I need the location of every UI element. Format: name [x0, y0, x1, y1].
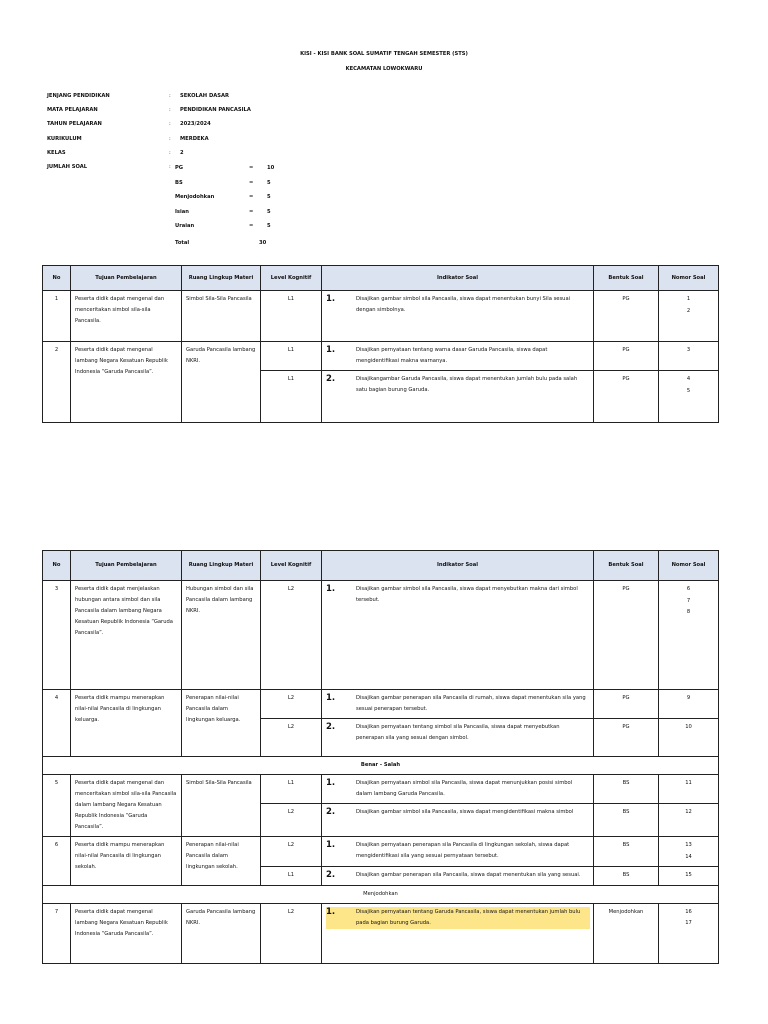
meta-sep: :	[169, 149, 171, 156]
document-subtitle: KECAMATAN LOWOKWARU	[345, 66, 423, 72]
cell-level: L2	[261, 903, 322, 963]
cell-no: 7	[43, 903, 71, 963]
cell-bentuk: PG	[594, 371, 659, 423]
cell-nomor	[659, 581, 719, 690]
cell-level: L2	[261, 837, 322, 867]
meta-key: MATA PELAJARAN	[47, 107, 98, 114]
cell-bentuk: PG	[594, 291, 659, 342]
cell-materi: Penerapan nilai-nilai Pancasila dalam lingkungan sekolah.	[182, 837, 261, 886]
count-eq: =	[249, 179, 254, 186]
meta-value: SEKOLAH DASAR	[180, 93, 230, 99]
cell-indikator	[322, 804, 594, 837]
meta-row	[47, 107, 447, 121]
cell-no: 6	[43, 837, 71, 886]
meta-sep: :	[169, 93, 171, 99]
indicator-number: 1.	[326, 584, 336, 594]
cell-tujuan: Peserta didik dapat mengenal lambang Negara Kesatuan Republik Indonesia “Garuda Pancasila”.	[71, 903, 182, 963]
question-number: 9	[686, 695, 691, 701]
count-eq: =	[249, 223, 254, 230]
meta-key: JENJANG PENDIDIKAN	[47, 93, 110, 99]
cell-nomor	[659, 690, 719, 719]
count-label: PG	[175, 165, 184, 171]
question-number: 2	[686, 307, 691, 314]
question-number: 14	[685, 853, 692, 860]
cell-nomor	[659, 342, 719, 371]
cell-no: 5	[43, 775, 71, 837]
meta-row	[47, 136, 447, 150]
cell-nomor	[659, 804, 719, 837]
indicator-text: Disajikan pernyataan tentang warna dasar Garuda Pancasila, siswa dapat mengidentifikasi makna warnanya.	[356, 347, 548, 364]
count-label: Total	[175, 239, 190, 246]
count-row	[47, 223, 447, 238]
meta-sep: :	[169, 163, 171, 170]
cell-materi: Penerapan nilai-nilai Pancasila dalam lingkungan keluarga.	[182, 690, 261, 757]
cell-tujuan: Peserta didik mampu menerapkan nilai-nilai Pancasila di lingkungan keluarga.	[71, 690, 182, 757]
cell-tujuan: Peserta didik dapat mengenal dan menceritakan simbol sila-sila Pancasila dalam lambang Negara Kesatuan Republik Indonesia “Garuda Pancasila”.	[71, 775, 182, 837]
indicator-text-highlighted: Disajikan pernyataan tentang Garuda Pancasila, siswa dapat menentukan jumlah bulu pada bagian burung Garuda.	[356, 908, 581, 926]
cell-tujuan: Peserta didik dapat mengenal dan menceritakan simbol sila-sila Pancasila.	[71, 291, 182, 342]
meta-value: 2	[180, 149, 184, 156]
indicator-text: Disajikan gambar simbol sila Pancasila, siswa dapat menentukan bunyi Sila sesuai dengan simbolnya.	[356, 296, 571, 313]
cell-bentuk: PG	[594, 581, 659, 690]
col-header-nomor: Nomor Soal	[659, 266, 719, 291]
cell-no: 3	[43, 581, 71, 690]
indicator-number: 2.	[326, 807, 336, 817]
indicator-text: Disajikan gambar simbol sila Pancasila, siswa dapat mengidentifikasi makna simbol	[356, 809, 574, 815]
meta-key: KELAS	[47, 149, 66, 156]
cell-materi: Garuda Pancasila lambang NKRI.	[182, 342, 261, 423]
col-header-level: Level Kognitif	[261, 551, 322, 581]
count-value: 5	[267, 208, 271, 215]
count-label: BS	[175, 179, 183, 186]
meta-key: TAHUN PELAJARAN	[47, 121, 102, 128]
meta-value: 2023/2024	[180, 121, 211, 128]
col-header-tujuan: Tujuan Pembelajaran	[71, 551, 182, 581]
cell-bentuk: BS	[594, 867, 659, 886]
cell-level: L1	[261, 867, 322, 886]
cell-nomor	[659, 867, 719, 886]
cell-level: L2	[261, 804, 322, 837]
table-row	[43, 342, 719, 371]
count-label: Uraian	[175, 223, 195, 230]
table-row	[43, 581, 719, 690]
cell-bentuk: BS	[594, 837, 659, 867]
indicator-number: 2.	[326, 722, 336, 732]
table-row	[43, 690, 719, 719]
count-eq: =	[249, 165, 254, 171]
count-value: 10	[267, 165, 275, 171]
indicator-number: 2.	[326, 374, 336, 384]
count-row	[47, 165, 447, 180]
col-header-materi: Ruang Lingkup Materi	[182, 266, 261, 291]
kisi-table-1	[42, 265, 719, 423]
cell-nomor	[659, 719, 719, 757]
indicator-text: Disajikan gambar penerapan sila Pancasila di rumah, siswa dapat menentukan sila yang sesuai penerapan tersebut.	[356, 695, 586, 712]
section-row	[43, 757, 719, 775]
cell-nomor	[659, 291, 719, 342]
col-header-bentuk: Bentuk Soal	[594, 551, 659, 581]
question-number: 15	[685, 872, 692, 878]
table-header-row	[43, 266, 719, 291]
question-number: 3	[686, 347, 691, 353]
section-row	[43, 885, 719, 903]
cell-level: L1	[261, 371, 322, 423]
cell-bentuk: PG	[594, 690, 659, 719]
indicator-number: 1.	[326, 906, 336, 917]
question-number: 16	[685, 908, 692, 915]
count-row	[47, 209, 447, 224]
col-header-materi: Ruang Lingkup Materi	[182, 551, 261, 581]
question-number: 17	[685, 920, 692, 926]
count-value: 5	[267, 194, 271, 201]
indicator-text: Disajikan gambar penerapan sila Pancasila, siswa dapat menentukan sila yang sesuai.	[356, 872, 581, 878]
question-number: 8	[686, 609, 691, 615]
meta-sep: :	[169, 107, 171, 114]
table-row	[43, 837, 719, 867]
question-number: 10	[685, 724, 692, 730]
cell-bentuk: PG	[594, 719, 659, 757]
count-row	[47, 180, 447, 195]
meta-sep: :	[169, 121, 171, 128]
meta-row	[47, 93, 447, 107]
indicator-text: Disajikan pernyataan simbol sila Pancasila, siswa dapat menunjukkan posisi simbol dalam lambang Garuda Pancasila.	[356, 780, 573, 797]
cell-tujuan: Peserta didik dapat mengenal lambang Negara Kesatuan Republik Indonesia “Garuda Pancasila”.	[71, 342, 182, 423]
indicator-number: 1.	[326, 294, 336, 304]
cell-indikator	[322, 775, 594, 804]
cell-nomor	[659, 371, 719, 423]
cell-indikator	[322, 719, 594, 757]
col-header-no: No	[43, 266, 71, 291]
meta-sep: :	[169, 135, 171, 142]
cell-indikator	[322, 903, 594, 963]
count-value: 5	[267, 223, 271, 230]
cell-indikator	[322, 371, 594, 423]
count-eq: =	[249, 208, 254, 215]
cell-materi: Hubungan simbol dan sila Pancasila dalam lambang NKRI.	[182, 581, 261, 690]
table-row	[43, 775, 719, 804]
cell-indikator	[322, 837, 594, 867]
col-header-level: Level Kognitif	[261, 266, 322, 291]
question-count-block	[47, 165, 447, 255]
indicator-number: 2.	[326, 870, 336, 880]
count-value: 30	[259, 239, 267, 246]
col-header-nomor: Nomor Soal	[659, 551, 719, 581]
meta-value: MERDEKA	[180, 135, 209, 142]
cell-level: L2	[261, 719, 322, 757]
table-header-row	[43, 551, 719, 581]
col-header-no: No	[43, 551, 71, 581]
section-menjodohkan: Menjodohkan	[43, 885, 719, 903]
indicator-text: Disajikan pernyataan penerapan sila Pancasila di lingkungan sekolah, siswa dapat mengidentifikasi sila yang sesuai pernyataan tersebut.	[356, 842, 570, 859]
cell-indikator	[322, 291, 594, 342]
count-row	[47, 240, 447, 255]
question-number: 13	[685, 842, 692, 848]
count-eq: =	[249, 194, 254, 201]
col-header-indikator: Indikator Soal	[322, 266, 594, 291]
cell-no: 2	[43, 342, 71, 423]
cell-tujuan: Peserta didik mampu menerapkan nilai-nilai Pancasila di lingkungan sekolah.	[71, 837, 182, 886]
count-label: Menjodohkan	[175, 194, 215, 201]
meta-row	[47, 121, 447, 135]
cell-materi: Garuda Pancasila lambang NKRI.	[182, 903, 261, 963]
meta-key: JUMLAH SOAL	[47, 163, 88, 170]
cell-tujuan: Peserta didik dapat menjelaskan hubungan antara simbol dan sila Pancasila dalam lambang Negara Kesatuan Republik Indonesia “Garuda Pancasila”.	[71, 581, 182, 690]
cell-bentuk: Menjodohkan	[594, 903, 659, 963]
indicator-text: Disajikan gambar simbol sila Pancasila, siswa dapat menyebutkan makna dari simbol tersebut.	[356, 586, 578, 603]
cell-no: 1	[43, 291, 71, 342]
col-header-indikator: Indikator Soal	[322, 551, 594, 581]
cell-level: L1	[261, 342, 322, 371]
col-header-bentuk: Bentuk Soal	[594, 266, 659, 291]
cell-indikator	[322, 867, 594, 886]
cell-bentuk: PG	[594, 342, 659, 371]
col-header-tujuan: Tujuan Pembelajaran	[71, 266, 182, 291]
question-number: 5	[686, 387, 691, 394]
indicator-text: Disajikangambar Garuda Pancasila, siswa dapat menentukan jumlah bulu pada salah satu bagian burung Garuda.	[356, 376, 578, 393]
cell-indikator	[322, 342, 594, 371]
count-label: Isian	[175, 208, 189, 215]
section-benar-salah: Benar - Salah	[43, 757, 719, 775]
indicator-text: Disajikan pernyataan tentang simbol sila Pancasila, siswa dapat menyebutkan penerapan sila yang sesuai dengan simbol.	[356, 724, 560, 741]
table-row	[43, 291, 719, 342]
kisi-table-2	[42, 550, 719, 964]
cell-no: 4	[43, 690, 71, 757]
cell-nomor	[659, 775, 719, 804]
cell-materi: Simbol Sila-Sila Pancasila	[182, 775, 261, 837]
document-title: KISI - KISI BANK SOAL SUMATIF TENGAH SEMESTER (STS)	[300, 51, 468, 57]
cell-materi: Simbol Sila-Sila Pancasila	[182, 291, 261, 342]
cell-level: L2	[261, 690, 322, 719]
question-number: 6	[686, 586, 691, 592]
cell-level: L1	[261, 775, 322, 804]
question-number: 12	[685, 809, 692, 815]
count-row	[47, 194, 447, 209]
question-number: 1	[686, 296, 691, 302]
cell-indikator	[322, 581, 594, 690]
indicator-number: 1.	[326, 778, 336, 788]
cell-bentuk: BS	[594, 804, 659, 837]
cell-indikator	[322, 690, 594, 719]
cell-level: L1	[261, 291, 322, 342]
table-row	[43, 903, 719, 963]
cell-nomor	[659, 903, 719, 963]
count-value: 5	[267, 179, 271, 186]
indicator-number: 1.	[326, 693, 336, 703]
meta-key: KURIKULUM	[47, 135, 82, 142]
question-number: 4	[686, 376, 691, 382]
question-number: 11	[685, 780, 692, 786]
meta-value: PENDIDIKAN PANCASILA	[180, 107, 251, 114]
indicator-number: 1.	[326, 840, 336, 850]
cell-level: L2	[261, 581, 322, 690]
cell-bentuk: BS	[594, 775, 659, 804]
indicator-number: 1.	[326, 345, 336, 355]
question-number: 7	[686, 597, 691, 604]
meta-row	[47, 150, 447, 164]
cell-nomor	[659, 837, 719, 867]
